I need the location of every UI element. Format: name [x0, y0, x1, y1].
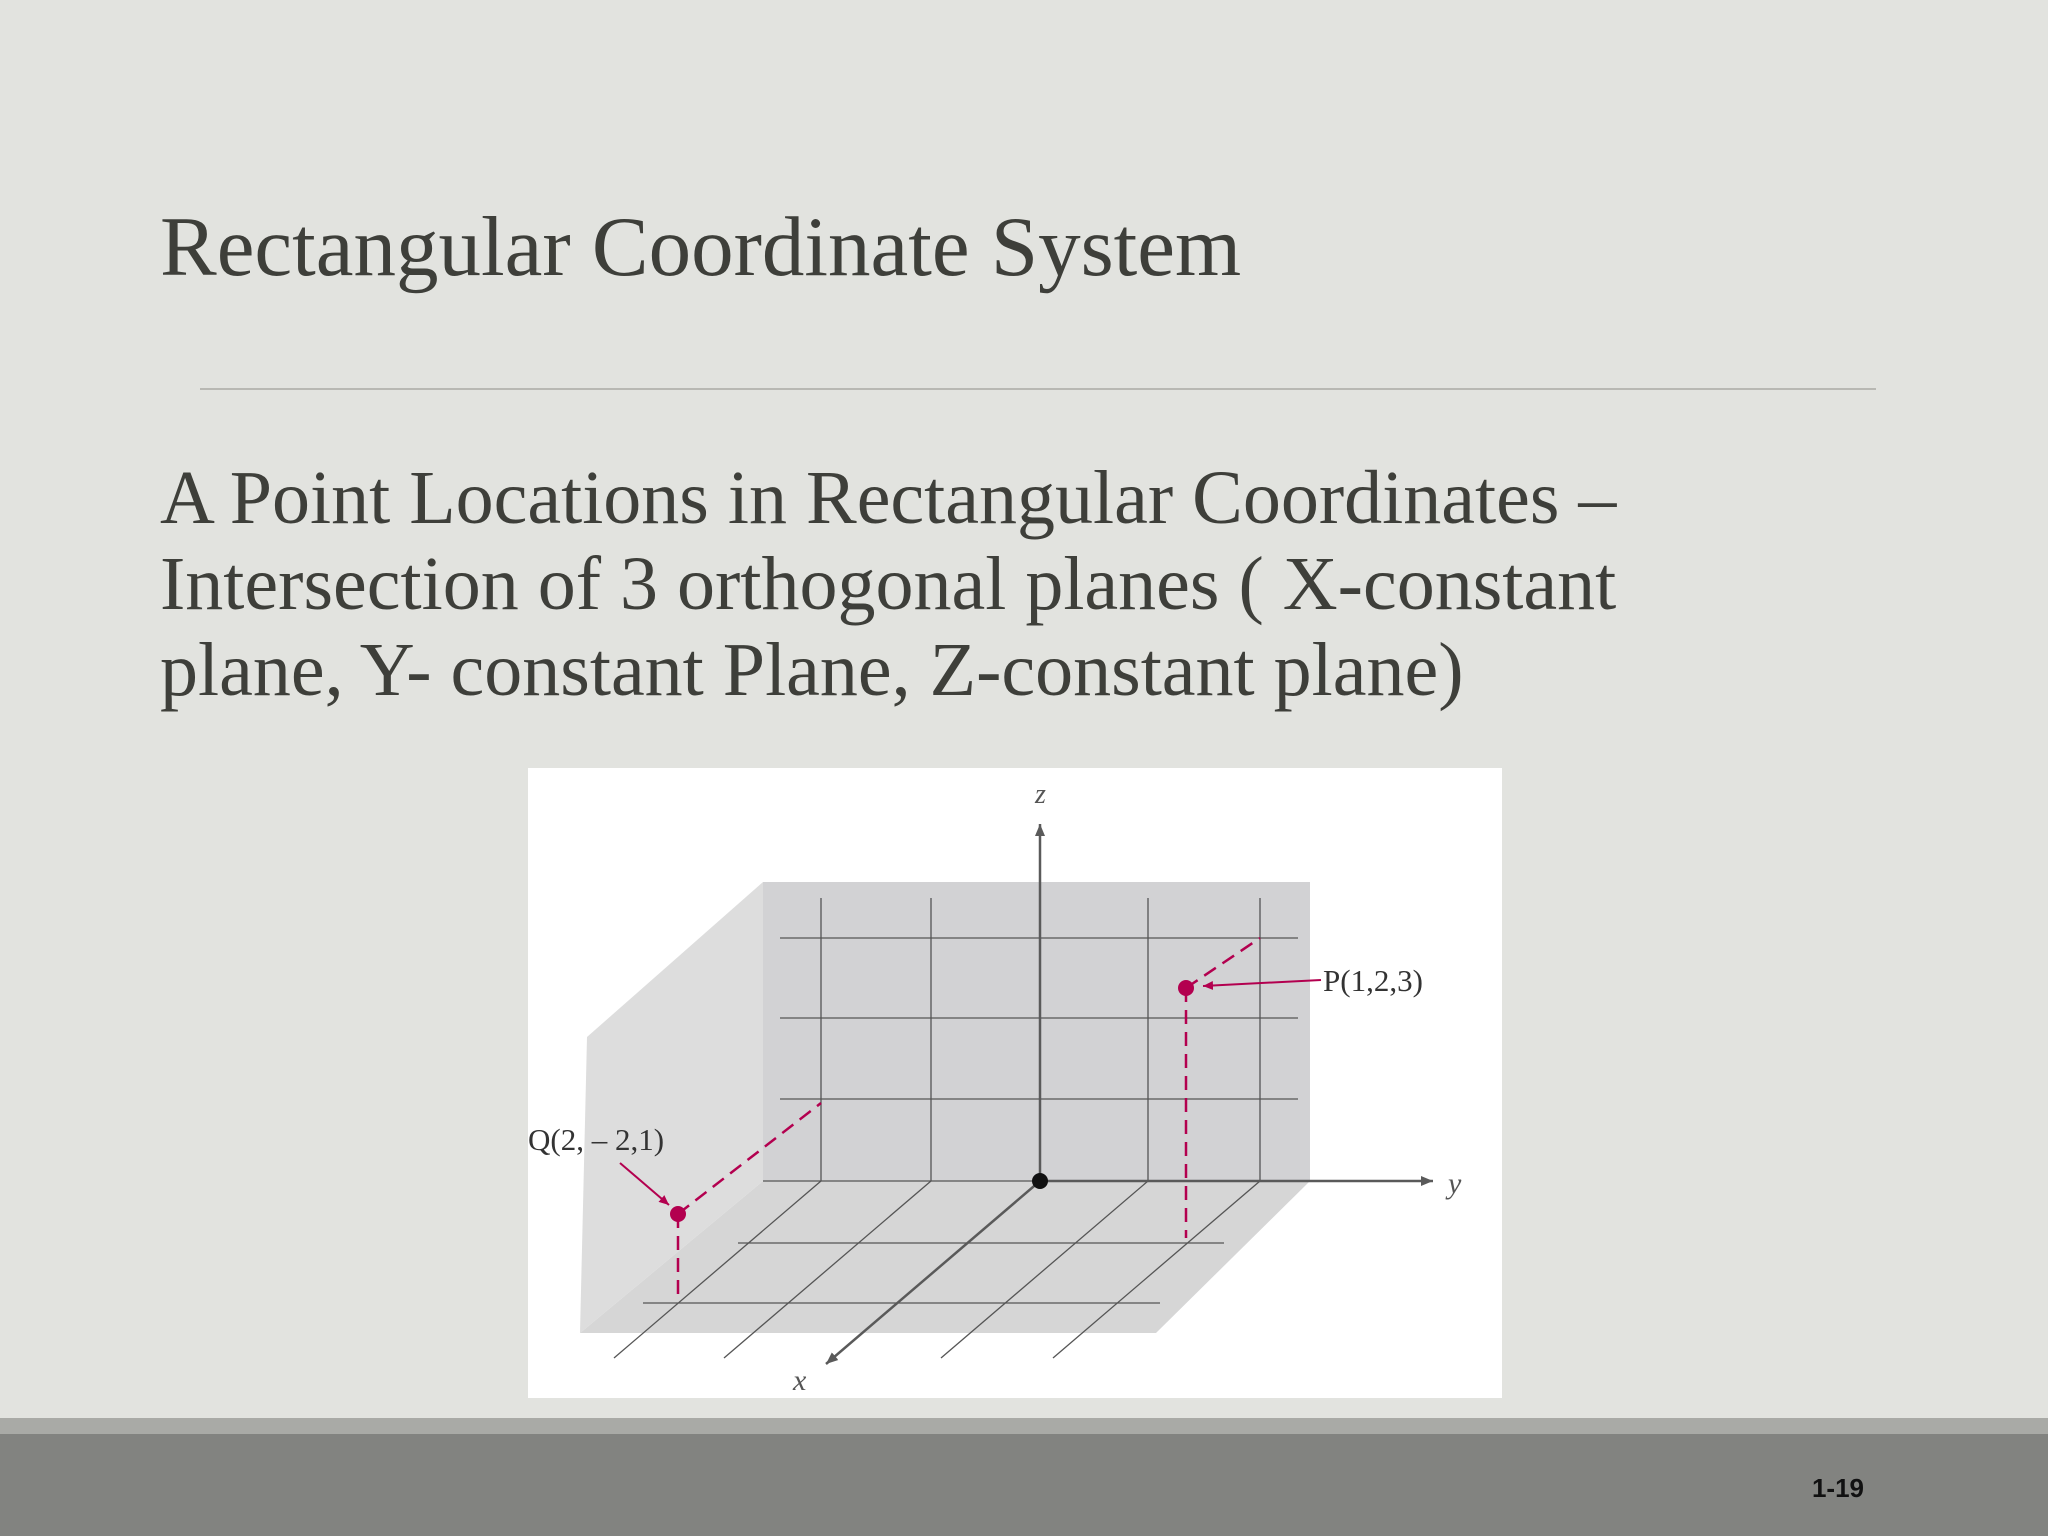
coordinate-diagram-svg [528, 768, 1502, 1398]
body-line-1: A Point Locations in Rectangular Coordinates – [160, 456, 1617, 540]
point-p-marker [1178, 980, 1194, 996]
origin-dot [1032, 1173, 1048, 1189]
footer-bar [0, 1434, 2048, 1536]
body-line-3: plane, Y- constant Plane, Z-constant plane) [160, 628, 1464, 712]
slide-body [160, 455, 1720, 713]
back-plane [763, 882, 1310, 1181]
x-axis-label: x [793, 1364, 807, 1397]
point-q-label: Q(2, – 2,1) [528, 1122, 665, 1157]
coordinate-diagram [528, 768, 1502, 1398]
footer-accent-bar [0, 1418, 2048, 1434]
title-divider [200, 388, 1876, 390]
point-p-label: P(1,2,3) [1323, 963, 1423, 998]
point-q-marker [670, 1206, 686, 1222]
y-axis-label: y [1448, 1167, 1462, 1200]
z-axis-label: z [1035, 779, 1046, 810]
body-line-2: Intersection of 3 orthogonal planes ( X-constant [160, 542, 1617, 626]
slide-title: Rectangular Coordinate System [160, 200, 1242, 294]
slide-number: 1-19 [1811, 1473, 1864, 1503]
